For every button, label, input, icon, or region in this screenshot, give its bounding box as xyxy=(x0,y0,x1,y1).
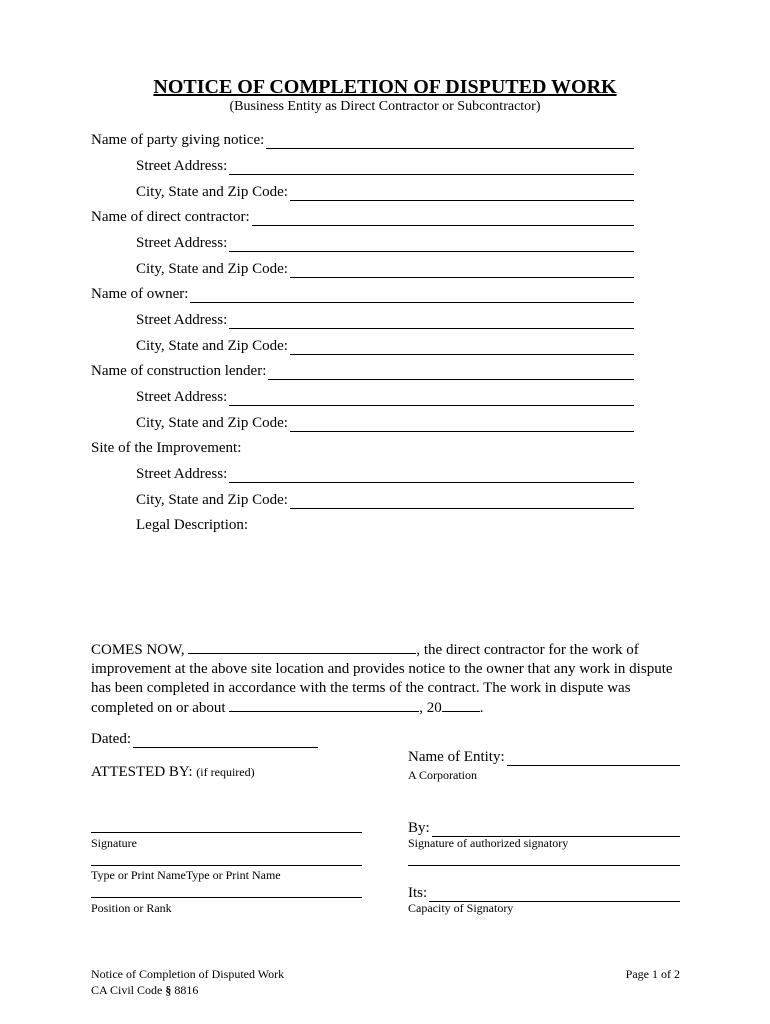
party-street-field[interactable] xyxy=(229,158,634,175)
footer-code-prefix: CA Civil Code xyxy=(91,983,166,997)
contractor-street-row xyxy=(136,230,634,252)
contractor-city-row xyxy=(136,256,634,278)
contractor-street-label: Street Address: xyxy=(136,235,228,251)
dated-row xyxy=(91,726,318,748)
lender-city-field[interactable] xyxy=(290,415,634,432)
site-street-label: Street Address: xyxy=(136,466,228,482)
legal-description-label: Legal Description: xyxy=(136,517,249,533)
authorized-signatory-caption: Signature of authorized signatory xyxy=(408,836,569,850)
owner-city-field[interactable] xyxy=(290,338,634,355)
party-name-row xyxy=(91,127,634,149)
contractor-city-label: City, State and Zip Code: xyxy=(136,261,288,277)
owner-city-label: City, State and Zip Code: xyxy=(136,338,288,354)
site-street-field[interactable] xyxy=(229,466,634,483)
year-prefix-text: , 20 xyxy=(419,700,442,716)
lender-name-field[interactable] xyxy=(268,363,634,380)
footer-code xyxy=(91,983,198,998)
completion-date-blank[interactable] xyxy=(229,698,419,712)
dated-label: Dated: xyxy=(91,731,131,747)
if-required-text: (if required) xyxy=(196,765,255,779)
year-blank[interactable] xyxy=(442,698,480,712)
print-name-line[interactable] xyxy=(91,865,362,866)
lender-city-label: City, State and Zip Code: xyxy=(136,415,288,431)
signature-caption: Signature xyxy=(91,836,137,850)
body-paragraph xyxy=(91,640,691,718)
entity-field[interactable] xyxy=(507,749,680,766)
a-corporation-text: A Corporation xyxy=(408,768,477,782)
by-row xyxy=(408,815,680,837)
site-heading-label: Site of the Improvement: xyxy=(91,440,242,456)
lender-street-row xyxy=(136,384,634,406)
authorized-name-line[interactable] xyxy=(408,865,680,866)
section-symbol: § xyxy=(165,983,172,997)
site-city-row xyxy=(136,487,634,509)
print-name-caption xyxy=(91,868,281,883)
entity-row xyxy=(408,744,680,766)
document-title: NOTICE OF COMPLETION OF DISPUTED WORK xyxy=(153,76,617,98)
position-line[interactable] xyxy=(91,897,362,898)
owner-street-field[interactable] xyxy=(229,312,634,329)
contractor-street-field[interactable] xyxy=(229,235,634,252)
party-city-field[interactable] xyxy=(290,184,634,201)
print-name-caption-1: Type or Print Name xyxy=(91,868,186,882)
attested-by xyxy=(91,764,255,781)
lender-city-row xyxy=(136,410,634,432)
contractor-name-field[interactable] xyxy=(252,209,634,226)
party-name-label: Name of party giving notice: xyxy=(91,132,265,148)
lender-name-row xyxy=(91,358,634,380)
its-label: Its: xyxy=(408,885,428,901)
lender-name-label: Name of construction lender: xyxy=(91,363,267,379)
lender-street-field[interactable] xyxy=(229,389,634,406)
contractor-blank[interactable] xyxy=(188,640,416,654)
contractor-name-row xyxy=(91,204,634,226)
by-field[interactable] xyxy=(432,820,680,837)
footer-doc-name: Notice of Completion of Disputed Work xyxy=(91,967,285,981)
owner-street-label: Street Address: xyxy=(136,312,228,328)
print-name-caption-2: Type or Print Name xyxy=(185,868,281,882)
attested-by-label: ATTESTED BY: xyxy=(91,764,193,780)
party-street-label: Street Address: xyxy=(136,158,228,174)
its-field[interactable] xyxy=(429,885,680,902)
footer-page-number: Page 1 of 2 xyxy=(625,967,680,981)
dated-field[interactable] xyxy=(133,731,318,748)
body-text: , the direct contractor for the work of improvement at the above site location and provides notice to the owner that any work in dispute has been completed in accordance with the terms of the contract. The work in dispute was completed on or about xyxy=(91,642,673,716)
owner-street-row xyxy=(136,307,634,329)
comes-now-text: COMES NOW, xyxy=(91,642,185,658)
site-city-label: City, State and Zip Code: xyxy=(136,492,288,508)
party-city-label: City, State and Zip Code: xyxy=(136,184,288,200)
contractor-city-field[interactable] xyxy=(290,261,634,278)
footer-code-number: 8816 xyxy=(171,983,199,997)
contractor-name-label: Name of direct contractor: xyxy=(91,209,250,225)
party-city-row xyxy=(136,179,634,201)
owner-city-row xyxy=(136,333,634,355)
legal-description-row xyxy=(136,512,634,534)
lender-street-label: Street Address: xyxy=(136,389,228,405)
signature-line[interactable] xyxy=(91,832,362,833)
document-subtitle: (Business Entity as Direct Contractor or Subcontractor) xyxy=(229,99,541,114)
party-street-row xyxy=(136,153,634,175)
owner-name-label: Name of owner: xyxy=(91,286,189,302)
entity-label: Name of Entity: xyxy=(408,749,505,765)
owner-name-field[interactable] xyxy=(190,286,634,303)
site-city-field[interactable] xyxy=(290,492,634,509)
capacity-caption: Capacity of Signatory xyxy=(408,901,514,915)
period-text: . xyxy=(479,700,484,716)
by-label: By: xyxy=(408,820,430,836)
site-heading-row xyxy=(91,435,634,457)
its-row xyxy=(408,880,680,902)
owner-name-row xyxy=(91,281,634,303)
party-name-field[interactable] xyxy=(266,132,634,149)
position-caption: Position or Rank xyxy=(91,901,172,915)
site-street-row xyxy=(136,461,634,483)
